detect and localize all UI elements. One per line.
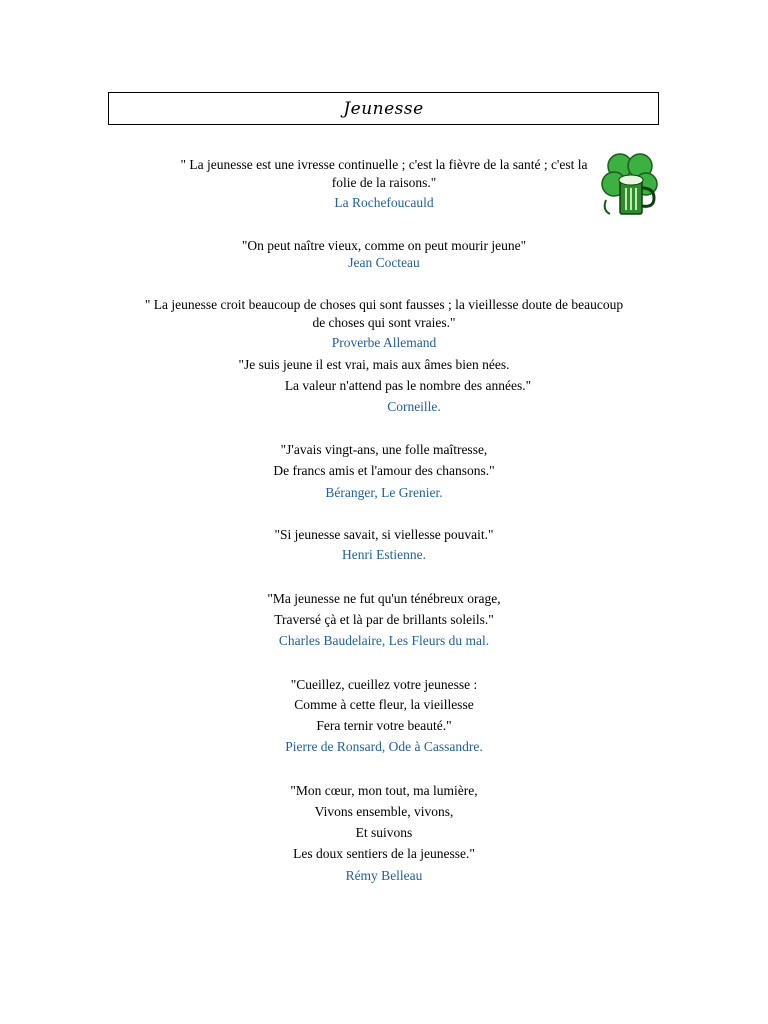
quote-line: " La jeunesse croit beaucoup de choses qui sont fausses ; la vieillesse doute de beaucoup [144,297,624,312]
quote-author: Corneille. [387,399,441,414]
page-title: Jeunesse [343,99,424,119]
quote-author: Pierre de Ronsard, Ode à Cassandre. [285,739,483,754]
title-box [108,92,659,125]
quote-author: Proverbe Allemand [331,335,437,350]
quote-author: Rémy Belleau [345,868,423,883]
quote-author: Henri Estienne. [342,547,426,562]
quote-line: Vivons ensemble, vivons, [314,804,454,819]
quote-author: Béranger, Le Grenier. [325,485,443,500]
quote-line: Et suivons [355,825,413,840]
quote-line: Les doux sentiers de la jeunesse." [293,846,475,861]
quote-line: folie de la raisons." [331,175,437,190]
quote-line: "Mon cœur, mon tout, ma lumière, [290,783,478,798]
quote-line: "On peut naître vieux, comme on peut mourir jeune" [241,238,527,253]
quote-author: La Rochefoucauld [334,195,434,210]
quote-line: "Je suis jeune il est vrai, mais aux âmes bien nées. [238,357,510,372]
quote-line: "J'avais vingt-ans, une folle maîtresse, [280,442,488,457]
quote-line: La valeur n'attend pas le nombre des années." [284,378,532,393]
quote-line: Traversé çà et là par de brillants soleils." [274,612,494,627]
quote-line: "Si jeunesse savait, si viellesse pouvait." [274,527,494,542]
quote-author: Jean Cocteau [348,255,420,270]
quote-author: Charles Baudelaire, Les Fleurs du mal. [278,633,490,648]
quote-line: Fera ternir votre beauté." [316,718,452,733]
quote-line: "Ma jeunesse ne fut qu'un ténébreux orage, [267,591,501,606]
quote-line: de choses qui sont vraies." [312,315,456,330]
quote-line: "Cueillez, cueillez votre jeunesse : [290,677,478,692]
quote-line: " La jeunesse est une ivresse continuelle ; c'est la fièvre de la santé ; c'est la [180,157,588,172]
quote-line: De francs amis et l'amour des chansons." [273,463,495,478]
quote-line: Comme à cette fleur, la vieillesse [294,697,474,712]
